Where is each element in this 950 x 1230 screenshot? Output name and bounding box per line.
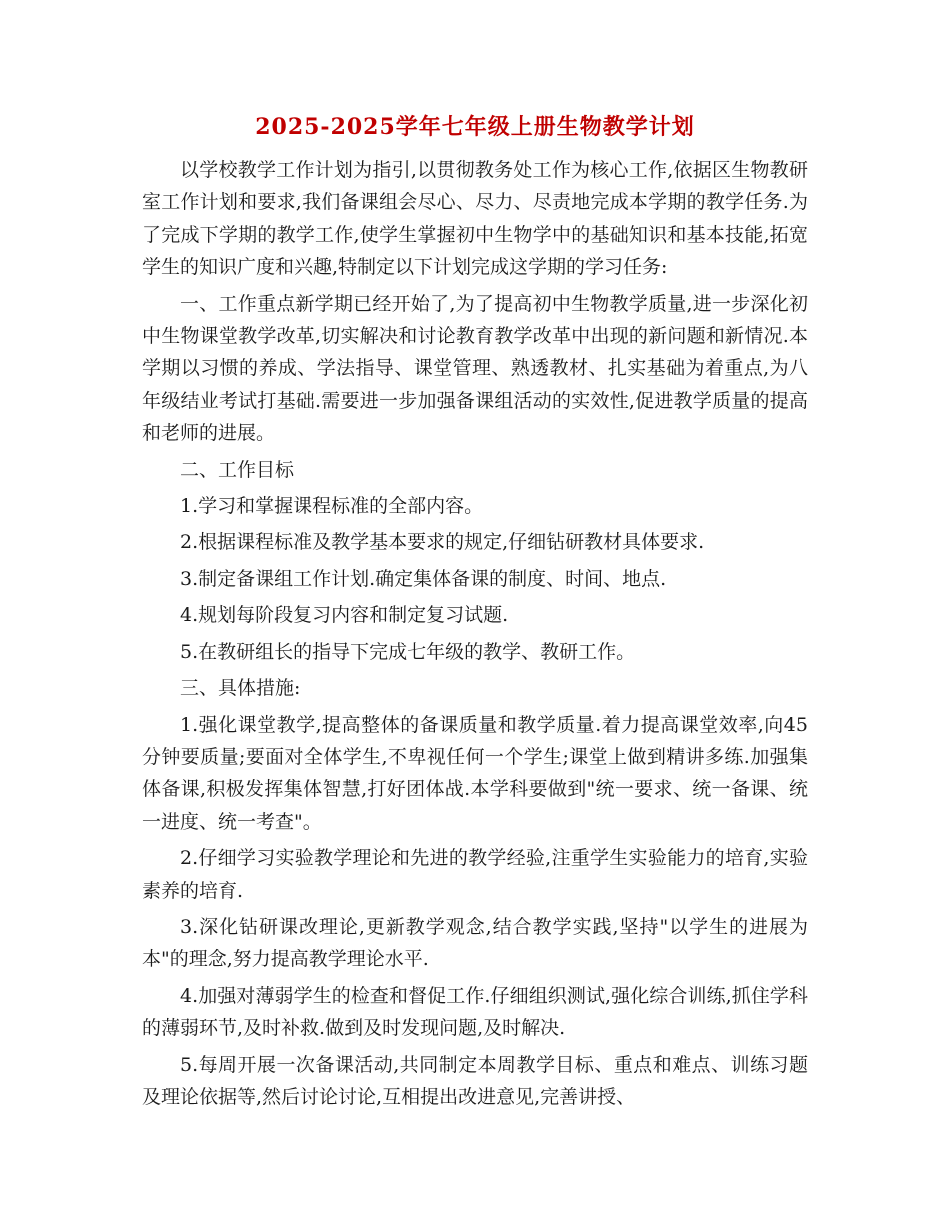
document-title: 2025-2025学年七年级上册生物教学计划: [255, 114, 695, 140]
section-heading-measures: 三、具体措施:: [180, 677, 301, 700]
document-body: [142, 154, 808, 1117]
goal-item-4: 4.规划每阶段复习内容和制定复习试题.: [180, 604, 509, 627]
goal-item-1: 1.学习和掌握课程标准的全部内容。: [180, 495, 484, 518]
measure-item-4: 4.加强对薄弱学生的检查和督促工作.仔细组织测试,强化综合训练,抓住学科的薄弱环节,及时补救.做到及时发现问题,及时解决.: [142, 984, 808, 1040]
paragraph-work-focus: 一、工作重点新学期已经开始了,为了提高初中生物教学质量,进一步深化初中生物课堂教学改革,切实解决和讨论教育教学改革中出现的新问题和新情况.本学期以习惯的养成、学法指导、课堂管理、熟透教材、扎实基础为着重点,为八年级结业考试打基础.需要进一步加强备课组活动的实效性,促进教学质量的提高和老师的进展。: [142, 292, 808, 445]
measure-item-2: 2.仔细学习实验教学理论和先进的教学经验,注重学生实验能力的培育,实验素养的培育.: [142, 847, 808, 902]
measure-item-1: 1.强化课堂教学,提高整体的备课质量和教学质量.着力提高课堂效率,向45分钟要质量;要面对全体学生,不卑视任何一个学生;课堂上做到精讲多练.加强集体备课,积极发挥集体智慧,打好团体战.本学科要做到"统一要求、统一备课、统一进度、统一考查"。: [142, 713, 808, 833]
measure-item-5: 5.每周开展一次备课活动,共同制定本周教学目标、重点和难点、训练习题及理论依据等,然后讨论讨论,互相提出改进意见,完善讲授、: [142, 1053, 808, 1108]
goal-item-3: 3.制定备课组工作计划.确定集体备课的制度、时间、地点.: [180, 567, 667, 590]
goal-item-5: 5.在教研组长的指导下完成七年级的教学、教研工作。: [180, 640, 636, 663]
paragraph-intro: 以学校教学工作计划为指引,以贯彻教务处工作为核心工作,依据区生物教研室工作计划和要求,我们备课组会尽心、尽力、尽责地完成本学期的教学任务.为了完成下学期的教学工作,使学生掌握初中生物学中的基础知识和基本技能,拓宽学生的知识广度和兴趣,特制定以下计划完成这学期的学习任务:: [142, 159, 808, 279]
goal-item-2: 2.根据课程标准及教学基本要求的规定,仔细钻研教材具体要求.: [180, 531, 705, 554]
section-heading-goals: 二、工作目标: [180, 458, 295, 481]
measure-item-3: 3.深化钻研课改理论,更新教学观念,结合教学实践,坚持"以学生的进展为本"的理念,努力提高教学理论水平.: [142, 915, 808, 971]
